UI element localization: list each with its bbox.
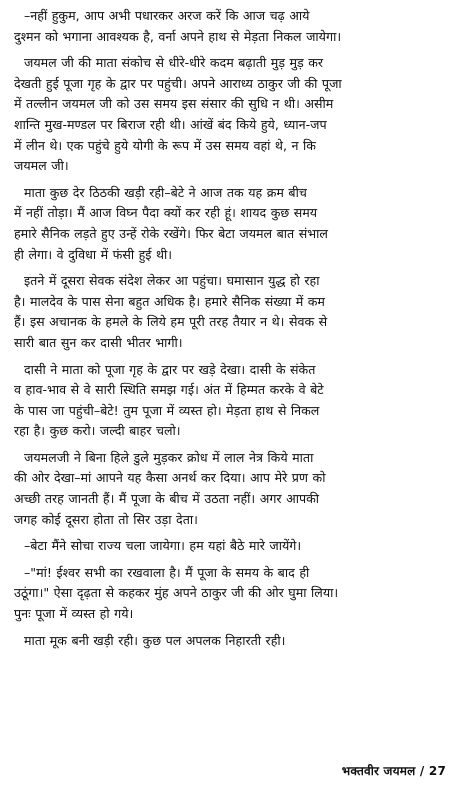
text-line: व हाव-भाव से वे सारी स्थिति समझ गई। अंत में हिम्मत करके वे बेटे <box>14 382 324 398</box>
paragraph-second-servant <box>14 271 446 353</box>
text-line: के पास जा पहुंची–बेटे! तुम पूजा में व्यस्त हो। मेड़ता हाथ से निकल <box>14 402 320 418</box>
text-line: में लीन थे। एक पहुंचे हुये योगी के रूप में उस समय वहां थे, न कि <box>14 137 316 153</box>
text-line: दासी ने माता को पूजा गृह के द्वार पर खड़े देखा। दासी के संकेत <box>24 361 316 377</box>
text-line: दुश्मन को भगाना आवश्यक है, वर्ना अपने हाथ से मेड़ता निकल जायेगा। <box>14 28 342 44</box>
text-line: की ओर देखा–मां आपने यह कैसा अनर्थ कर दिया। आप मेरे प्रण को <box>14 470 326 486</box>
text-line: जयमल जी। <box>14 158 69 174</box>
text-line: हैं। इस अचानक के हमले के लिये हम पूरी तरह तैयार न थे। सेवक से <box>14 314 328 330</box>
text-line: –नहीं हुकुम, आप अभी पधारकर अरज करें कि आज चढ़ आये <box>24 8 310 23</box>
text-line: माता मूक बनी खड़ी रही। कुछ पल अपलक निहारती रही। <box>24 632 286 648</box>
page-number: 27 <box>428 764 446 778</box>
paragraph-mother-stands <box>14 631 446 652</box>
text-line: जयमलजी ने बिना हिले डुले मुड़कर क्रोध में लाल नेत्र किये माता <box>24 449 314 465</box>
text-line: माता कुछ देर ठिठकी खड़ी रही–बेटे ने आज तक यह क्रम बीच <box>24 184 307 200</box>
book-title: भक्तवीर जयमल <box>341 764 416 778</box>
paragraph-maid-signals <box>14 360 446 442</box>
text-line: में नहीं तोड़ा। मैं आज विघ्न पैदा क्यों कर रही हूं। शायद कुछ समय <box>14 205 318 221</box>
text-line: अच्छी तरह जानती हैं। मैं पूजा के बीच में उठता नहीं। अगर आपकी <box>14 491 320 507</box>
text-line: पुनः पूजा में व्यस्त हो गये। <box>14 606 134 622</box>
text-line: इतने में दूसरा सेवक संदेश लेकर आ पहुंचा। घमासान युद्ध हो रहा <box>24 273 320 289</box>
text-line: उठूंगा।" ऐसा दृढ़ता से कहकर मुंह अपने ठाकुर जी की ओर घुमा लिया। <box>14 585 339 601</box>
text-line: शान्ति मुख-मण्डल पर बिराज रही थी। आंखें बंद किये हुये, ध्यान-जप <box>14 116 327 132</box>
paragraph-jaymal-reply <box>14 563 446 625</box>
paragraph-jaymal-angry <box>14 448 446 530</box>
text-line: है। मालदेव के पास सेना बहुत अधिक है। हमारे सैनिक संख्या में कम <box>14 293 325 309</box>
text-line: देखती हुई पूजा गृह के द्वार पर पहुंची। अपने आराध्य ठाकुर जी की पूजा <box>14 75 342 91</box>
text-line: में तल्लीन जयमल जी को उस समय इस संसार की सुधि न थी। असीम <box>14 96 334 112</box>
text-line: जगह कोई दूसरा होता तो सिर उड़ा देता। <box>14 511 198 527</box>
text-line: –बेटा मैंने सोचा राज्य चला जायेगा। हम यहां बैठे मारे जायेंगे। <box>24 538 302 554</box>
paragraph-servant-message <box>14 6 446 47</box>
paragraph-mother-approaches <box>14 53 446 177</box>
text-line: हमारे सैनिक लड़ते हुए उन्हें रोके रखेंगे। फिर बेटा जयमल बात संभाल <box>14 225 328 241</box>
text-line: सारी बात सुन कर दासी भीतर भागी। <box>14 334 183 350</box>
page-footer <box>342 762 446 779</box>
paragraph-mother-hesitates <box>14 183 446 265</box>
text-line: जयमल जी की माता संकोच से धीरे-धीरे कदम बढ़ाती मुड़ मुड़ कर <box>24 55 324 71</box>
text-line: रहा है। कुछ करो। जल्दी बाहर चलो। <box>14 423 181 439</box>
text-line: ही लेगा। वे दुविधा में फंसी हुई थी। <box>14 246 173 262</box>
footer-separator: / <box>419 764 425 778</box>
paragraph-mother-reply <box>14 536 446 557</box>
text-line: –"मां! ईश्वर सभी का रखवाला है। मैं पूजा के समय के बाद ही <box>24 564 310 580</box>
